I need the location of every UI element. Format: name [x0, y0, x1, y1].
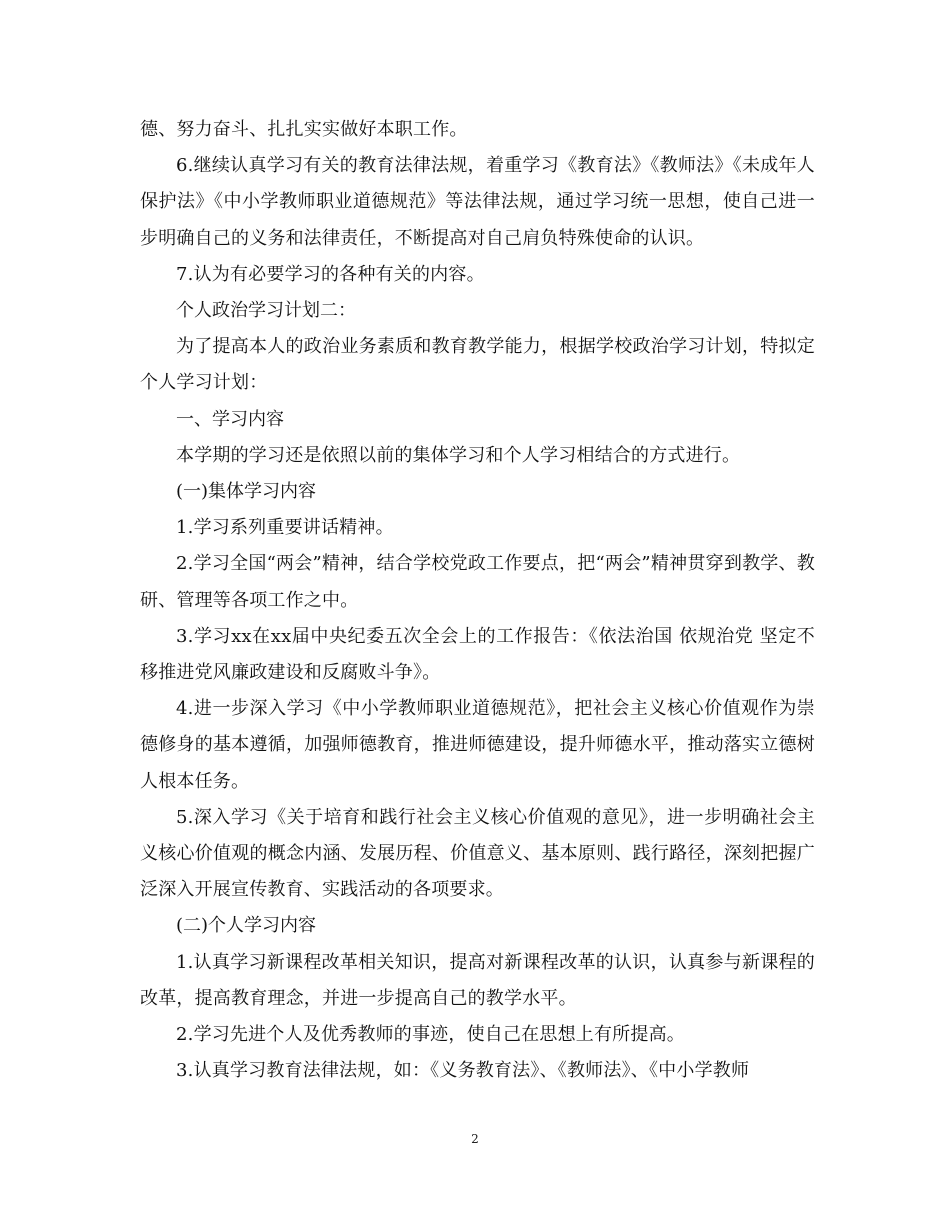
- collective-item-4: 4.进一步深入学习《中小学教师职业道德规范》，把社会主义核心价值观作为崇德修身的基本遵循，加强师德教育，推进师德建设，提升师德水平，推动落实立德树人根本任务。: [140, 698, 815, 792]
- paragraph-continuation: 德、努力奋斗、扎扎实实做好本职工作。: [140, 119, 468, 140]
- personal-item-1: 1.认真学习新课程改革相关知识，提高对新课程改革的认识，认真参与新课程的改革，提高教育理念，并进一步提高自己的教学水平。: [140, 951, 815, 1009]
- section-title-plan-two: 个人政治学习计划二：: [176, 300, 356, 322]
- heading-study-content: 一、学习内容: [176, 408, 284, 430]
- collective-item-3: 3.学习xx在xx届中央纪委五次全会上的工作报告：《依法治国 依规治党 坚定不移推进党风廉政建设和反腐败斗争》。: [140, 625, 815, 684]
- document-body: [140, 112, 815, 1089]
- page-number: 2: [471, 1132, 479, 1146]
- collective-item-1: 1.学习系列重要讲话精神。: [176, 517, 394, 539]
- personal-item-3: 3.认真学习教育法律法规，如：《义务教育法》、《教师法》、《中小学教师: [176, 1060, 750, 1082]
- list-item-6: 6.继续认真学习有关的教育法律法规，着重学习《教育法》《教师法》《未成年人保护法》《中小学教师职业道德规范》等法律法规，通过学习统一思想，使自己进一步明确自己的义务和法律责任，不断提高对自己肩负特殊使命的认识。: [140, 155, 815, 249]
- subheading-collective-study: (一)集体学习内容: [176, 481, 317, 503]
- personal-item-2: 2.学习先进个人及优秀教师的事迹，使自己在思想上有所提高。: [176, 1024, 685, 1046]
- collective-item-5: 5.深入学习《关于培育和践行社会主义核心价值观的意见》，进一步明确社会主义核心价值观的概念内涵、发展历程、价值意义、基本原则、践行路径，深刻把握广泛深入开展宣传教育、实践活动的各项要求。: [140, 806, 815, 901]
- intro-paragraph: 为了提高本人的政治业务素质和教育教学能力，根据学校政治学习计划，特拟定个人学习计划：: [140, 336, 815, 394]
- study-method-paragraph: 本学期的学习还是依照以前的集体学习和个人学习相结合的方式进行。: [176, 444, 741, 466]
- collective-item-2: 2.学习全国“两会”精神，结合学校党政工作要点，把“两会”精神贯穿到教学、教研、管理等各项工作之中。: [140, 553, 815, 611]
- list-item-7: 7.认为有必要学习的各种有关的内容。: [176, 263, 485, 285]
- subheading-personal-study: (二)个人学习内容: [176, 915, 317, 937]
